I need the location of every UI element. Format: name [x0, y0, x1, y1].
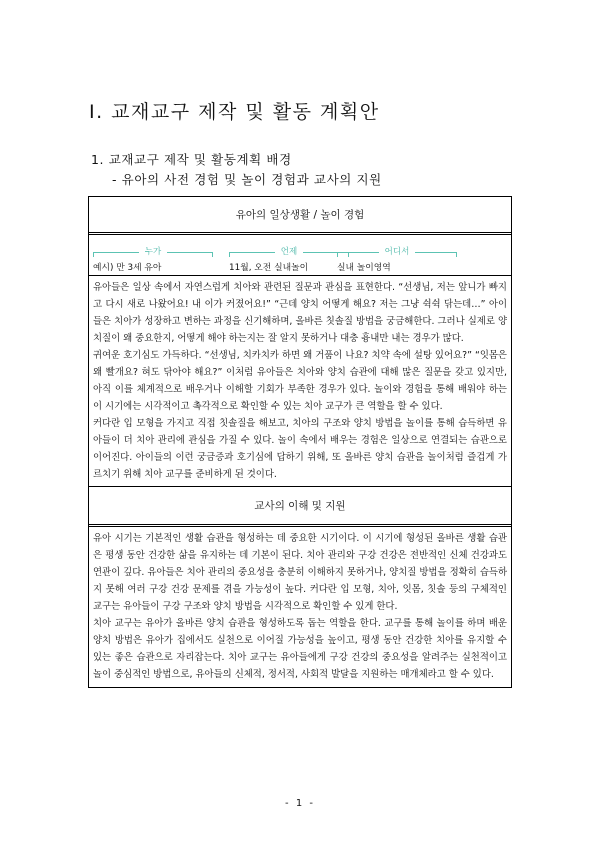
- support-box-title: 교사의 이해 및 지원: [254, 500, 346, 512]
- meta-when-value: 11월, 오전 실내놀이: [229, 263, 309, 273]
- experience-paragraph: 유아들은 일상 속에서 자연스럽게 치아와 관련된 질문과 관심을 표현한다. “선생님, 저는 앞니가 빠지고 다시 새로 나왔어요! 내 이가 커졌어요!” “근데 양치 어떻게 해요? 저는 그냥 쉭쉭 닦는데…” 아이들은 치아가 성장하고 변하는 과정을 신기해하며, 올바른 칫솔질 방법을 궁금해한다. 그러나 실제로 양치질이 왜 중요한지, 어떻게 해야 하는지는 잘 알지 못하거나 대충 흉내만 내는 경우가 많다.: [93, 282, 507, 344]
- experience-body: [89, 276, 511, 486]
- support-body: [89, 527, 511, 687]
- meta-where-label: 어디서: [337, 246, 457, 258]
- experience-paragraph: 귀여운 호기심도 가득하다. “선생님, 치카치카 하면 왜 거품이 나요? 치약 속에 설탕 있어요?” “잇몸은 왜 빨개요? 혀도 닦아야 해요?” 이처럼 유아들은 치아와 양치 습관에 대해 많은 질문을 갖고 있지만, 아직 이를 체계적으로 배우거나 이해할 기회가 부족한 경우가 있다. 놀이와 경험을 통해 배워야 하는 이 시기에는 시각적이고 촉각적으로 확인할 수 있는 치아 교구가 큰 역할을 할 수 있다.: [93, 350, 507, 412]
- meta-where-value: 실내 놀이영역: [337, 263, 391, 273]
- page-number: - 1 -: [285, 798, 315, 809]
- experience-box-title: 유아의 일상생활 / 놀이 경험: [235, 209, 365, 221]
- meta-when-label: 언제: [229, 246, 349, 258]
- context-meta-row: [89, 235, 511, 275]
- support-paragraph: 치아 교구는 유아가 올바른 양치 습관을 형성하도록 돕는 역할을 한다. 교구를 통해 놀이를 하며 배운 양치 방법은 유아가 집에서도 실천으로 이어질 가능성을 높이고, 평생 동안 건강한 치아를 유지할 수 있는 좋은 습관으로 자리잡는다. 치아 교구는 유아들에게 구강 건강의 중요성을 알려주는 실천적이고 놀이 중심적인 방법으로, 유아들의 신체적, 정서적, 사회적 발달을 지원하는 매개체라고 할 수 있다.: [93, 618, 507, 680]
- subsection-title: - 유아의 사전 경험 및 놀이 경험과 교사의 지원: [112, 172, 382, 187]
- meta-who-label: 누가: [93, 246, 213, 258]
- page-title: I. 교재교구 제작 및 활동 계획안: [89, 101, 380, 123]
- support-paragraph: 유아 시기는 기본적인 생활 습관을 형성하는 데 중요한 시기이다. 이 시기에 형성된 올바른 생활 습관은 평생 동안 건강한 삶을 유지하는 데 기본이 된다. 치아 관리와 구강 건강은 전반적인 신체 건강과도 연관이 깊다. 유아들은 치아 관리의 중요성을 충분히 이해하지 못하거나, 양치질 방법을 정확히 습득하지 못해 여러 구강 건강 문제를 겪을 가능성이 높다. 커다란 입 모형, 치아, 잇몸, 칫솔 등의 구체적인 교구는 유아들이 구강 구조와 양치 방법을 시각적으로 확인할 수 있게 한다.: [93, 533, 507, 612]
- meta-who-value: 예시) 만 3세 유아: [93, 263, 162, 273]
- experience-paragraph: 커다란 입 모형을 가지고 직접 칫솔질을 해보고, 치아의 구조와 양치 방법을 놀이를 통해 습득하면 유아들이 더 치아 관리에 관심을 가질 수 있다. 놀이 속에서 배우는 경험은 일상으로 연결되는 습관으로 이어진다. 아이들의 이런 궁금증과 호기심에 답하기 위해, 또 올바른 양치 습관을 놀이처럼 즐겁게 가르치기 위해 치아 교구를 준비하게 된 것이다.: [93, 418, 507, 480]
- experience-box-header: [89, 197, 511, 232]
- meta-who: [93, 246, 213, 273]
- support-box-header: [89, 487, 511, 524]
- section-title: 1. 교재교구 제작 및 활동계획 배경: [91, 152, 292, 167]
- experience-box: [88, 196, 512, 688]
- meta-when: [229, 246, 349, 273]
- meta-where: [337, 246, 457, 273]
